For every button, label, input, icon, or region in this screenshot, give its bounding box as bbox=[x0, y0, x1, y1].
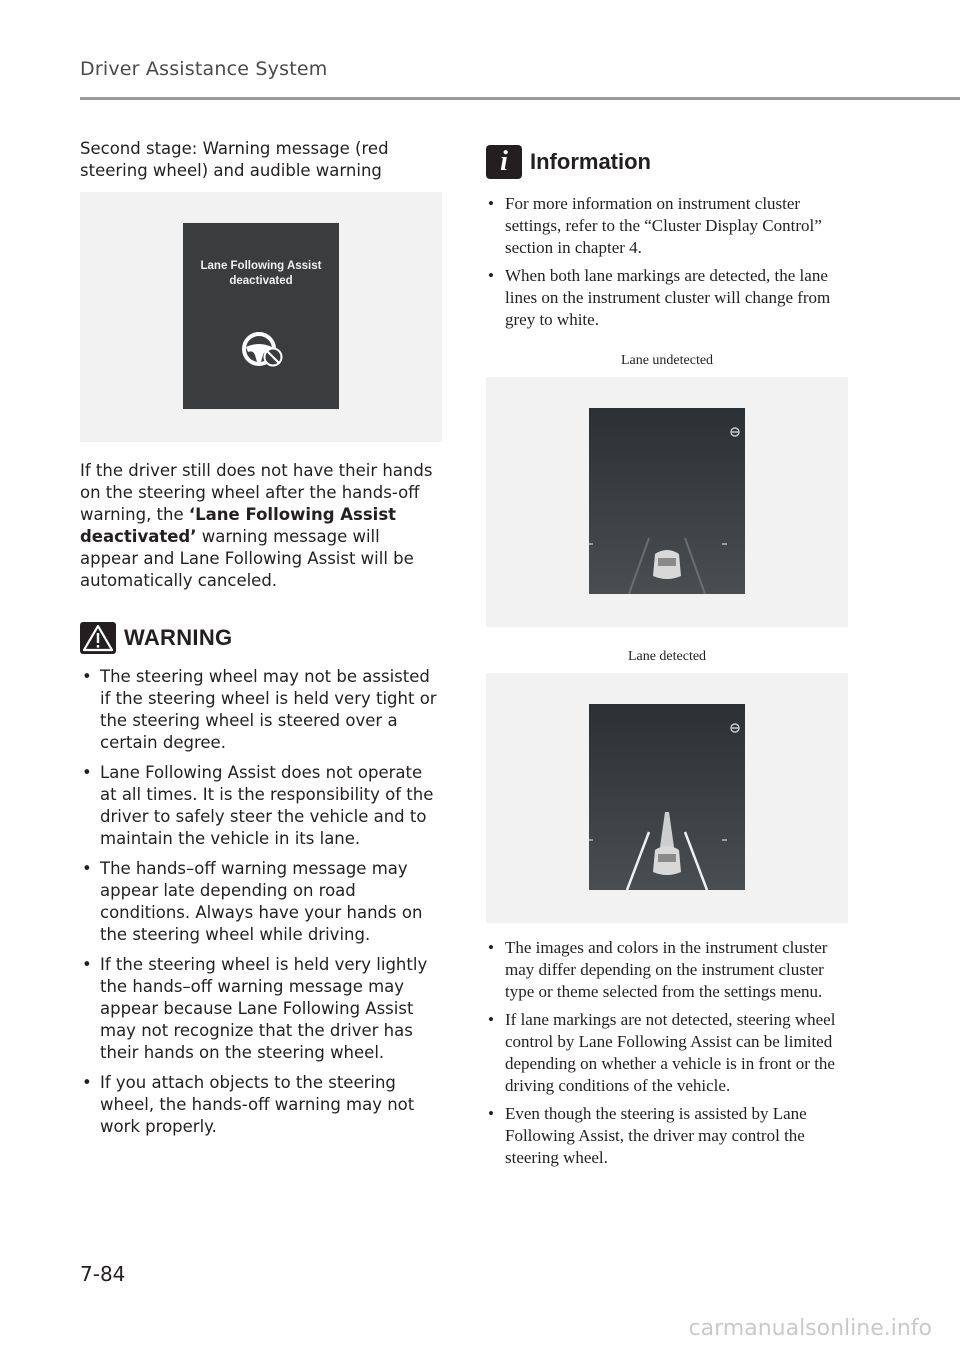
information-list bbox=[486, 193, 851, 331]
warning-list bbox=[80, 666, 440, 1138]
body-text-before: If the driver still does not have their hands on the steering wheel after the hands-off warning, the bbox=[80, 461, 433, 524]
cluster-screen bbox=[589, 408, 745, 594]
warning-item: • If the steering wheel is held very lightly the hands–off warning message may appear because Lane Following Assist may not recognize that the driver has their hands on the steering wheel. bbox=[80, 954, 440, 1064]
caption-lane-detected: Lane detected bbox=[627, 649, 707, 664]
warning-badge bbox=[80, 622, 116, 654]
warning-item: • The steering wheel may not be assisted if the steering wheel is held very tight or the steering wheel is steered over a certain degree. bbox=[80, 666, 440, 754]
header-rule bbox=[80, 97, 960, 100]
left-column bbox=[80, 138, 440, 1146]
information-title: Information bbox=[530, 149, 651, 174]
cluster-screen bbox=[589, 704, 745, 890]
cluster-message bbox=[183, 259, 339, 289]
info-icon: i bbox=[486, 145, 522, 179]
body-paragraph bbox=[80, 460, 440, 592]
note-item: • The images and colors in the instrument cluster may differ depending on the instrument cluster type or theme selected from the settings menu. bbox=[486, 937, 851, 1003]
information-heading bbox=[486, 145, 851, 179]
section-title: Driver Assistance System bbox=[80, 58, 328, 80]
watermark-text: carmanualsonline.info bbox=[688, 1316, 932, 1341]
lane-undetected-illustration bbox=[486, 377, 848, 627]
lane-detected-graphic bbox=[589, 704, 745, 890]
info-item: • When both lane markings are detected, the lane lines on the instrument cluster will change from grey to white. bbox=[486, 265, 851, 331]
stage-caption: Second stage: Warning message (red steering wheel) and audible warning bbox=[80, 139, 389, 180]
warning-item: • If you attach objects to the steering wheel, the hands-off warning may not work properly. bbox=[80, 1072, 440, 1138]
note-item: • If lane markings are not detected, steering wheel control by Lane Following Assist can be limited depending on whether a vehicle is in front or the driving conditions of the vehicle. bbox=[486, 1009, 851, 1097]
lane-undetected-graphic bbox=[589, 408, 745, 594]
info-item: • For more information on instrument cluster settings, refer to the “Cluster Display Control” section in chapter 4. bbox=[486, 193, 851, 259]
page-number: 7-84 bbox=[80, 1262, 126, 1286]
warning-item: • The hands–off warning message may appear late depending on road conditions. Always have your hands on the steering wheel while driving. bbox=[80, 858, 440, 946]
warning-item: • Lane Following Assist does not operate at all times. It is the responsibility of the driver to safely steer the vehicle and to maintain the vehicle in its lane. bbox=[80, 762, 440, 850]
right-column bbox=[486, 145, 851, 1175]
warning-title: WARNING bbox=[124, 625, 233, 650]
note-item: • Even though the steering is assisted by Lane Following Assist, the driver may control the steering wheel. bbox=[486, 1103, 851, 1169]
body-text-after: warning message will appear and Lane Following Assist will be automatically canceled. bbox=[80, 527, 414, 590]
lane-detected-illustration bbox=[486, 673, 848, 923]
warning-heading bbox=[80, 622, 440, 654]
body-text-bold: ‘Lane Following Assist deactivated’ bbox=[80, 505, 397, 546]
warning-triangle-icon bbox=[80, 622, 116, 654]
notes-list bbox=[486, 937, 851, 1169]
caption-lane-undetected: Lane undetected bbox=[620, 353, 714, 368]
steering-wheel-off-icon bbox=[239, 329, 287, 371]
cluster-screen bbox=[183, 223, 339, 409]
warning-screen-illustration bbox=[80, 192, 442, 442]
cluster-message-line2: deactivated bbox=[229, 275, 293, 287]
cluster-message-line1: Lane Following Assist bbox=[200, 260, 322, 272]
